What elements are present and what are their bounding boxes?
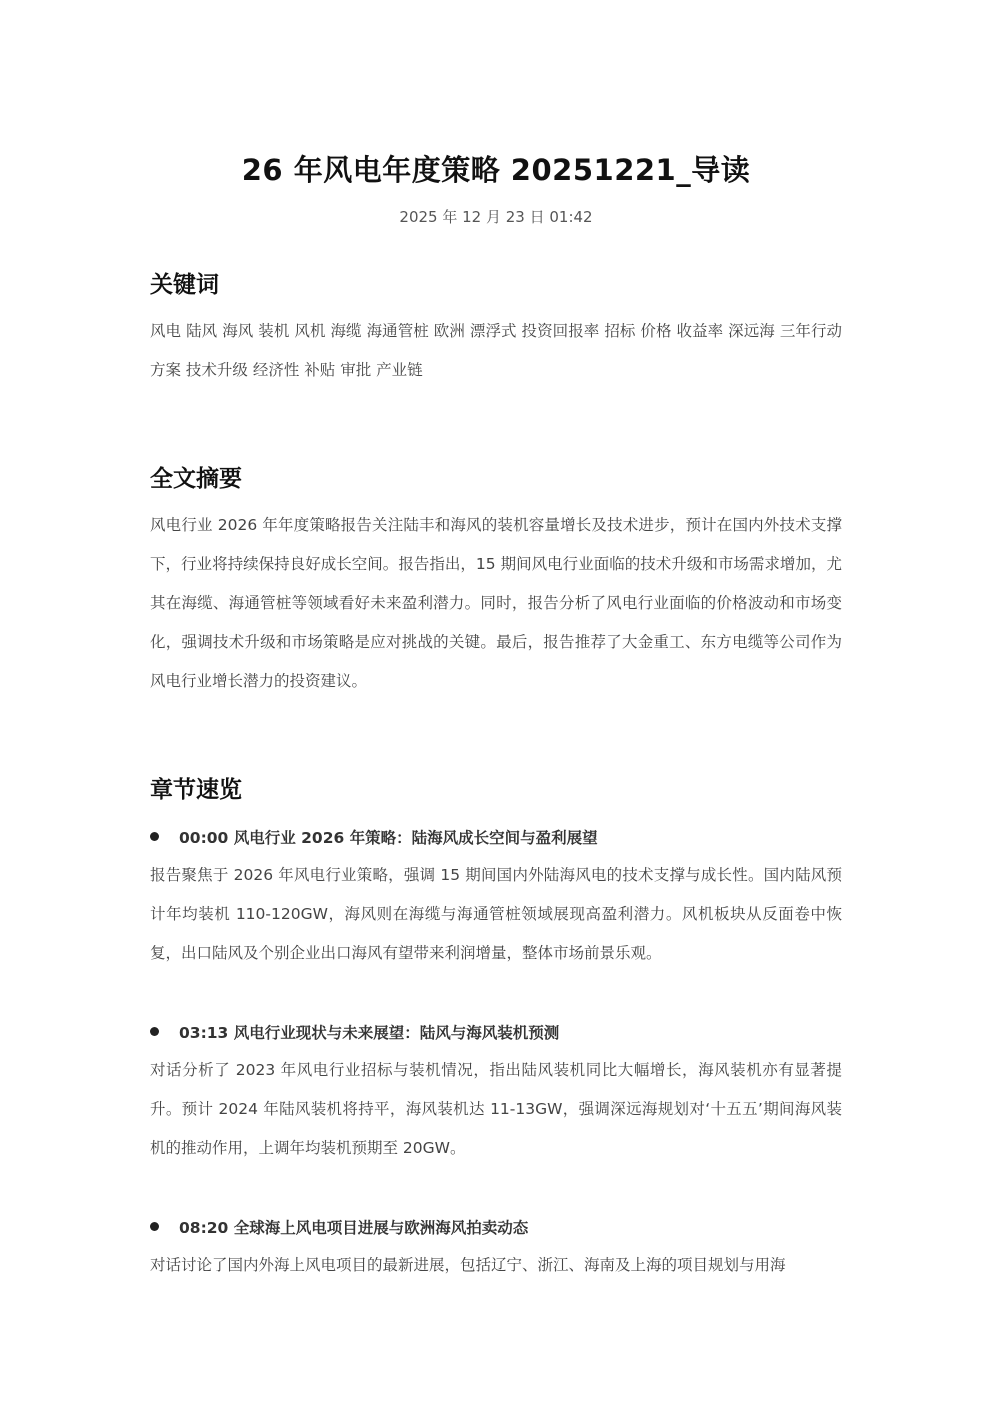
chapter-time: 08:20 [179, 1219, 229, 1237]
chapter-time: 00:00 [179, 829, 229, 847]
chapter-title: 全球海上风电项目进展与欧洲海风拍卖动态 [233, 1219, 529, 1237]
chapter-item-1-text: 报告聚焦于 2026 年风电行业策略，强调 15 期间国内外陆海风电的技术支撑与成长性。国内陆风预计年均装机 110-120GW，海风则在海缆与海通管桩领域展现高盈利潜力。风机板块从反面卷中恢复，出口陆风及个别企业出口海风有望带来利润增量，整体市场前景乐观。 [150, 866, 842, 962]
chapter-item-1-header [150, 826, 842, 848]
chapter-title: 风电行业 2026 年策略：陆海风成长空间与盈利展望 [233, 829, 598, 847]
summary-text: 风电行业 2026 年年度策略报告关注陆丰和海风的装机容量增长及技术进步，预计在国内外技术支撑下，行业将持续保持良好成长空间。报告指出，15 期间风电行业面临的技术升级和市场需求增加，尤其在海缆、海通管桩等领域看好未来盈利潜力。同时，报告分析了风电行业面临的价格波动和市场变化，强调技术升级和市场策略是应对挑战的关键。最后，报告推荐了大金重工、东方电缆等公司作为风电行业增长潜力的投资建议。 [150, 516, 842, 690]
chapter-title: 风电行业现状与未来展望：陆风与海风装机预测 [233, 1024, 560, 1042]
document-title: 26 年风电年度策略 20251221_导读 [241, 153, 751, 187]
document-date: 2025 年 12 月 23 日 01:42 [399, 208, 593, 226]
keywords-heading: 关键词 [150, 272, 219, 298]
chapter-item-3-header [150, 1216, 842, 1238]
bullet-icon [150, 832, 159, 841]
bullet-icon [150, 1027, 159, 1036]
chapter-item-2-text: 对话分析了 2023 年风电行业招标与装机情况，指出陆风装机同比大幅增长，海风装机亦有显著提升。预计 2024 年陆风装机将持平，海风装机达 11-13GW，强调深远海规划对‘十五五’期间海风装机的推动作用，上调年均装机预期至 20GW。 [150, 1061, 842, 1157]
summary-heading: 全文摘要 [150, 466, 242, 492]
bullet-icon [150, 1222, 159, 1231]
chapter-time: 03:13 [179, 1024, 229, 1042]
chapters-heading: 章节速览 [150, 777, 242, 803]
keywords-text: 风电 陆风 海风 装机 风机 海缆 海通管桩 欧洲 漂浮式 投资回报率 招标 价格 收益率 深远海 三年行动方案 技术升级 经济性 补贴 审批 产业链 [150, 322, 842, 379]
chapter-item-2-header [150, 1021, 842, 1043]
chapter-item-3-text: 对话讨论了国内外海上风电项目的最新进展，包括辽宁、浙江、海南及上海的项目规划与用海 [150, 1256, 786, 1274]
